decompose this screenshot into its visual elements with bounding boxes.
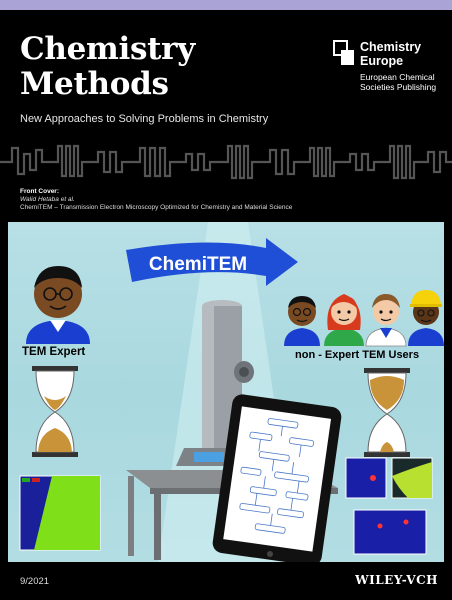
logo-subtext-line1: European Chemical [360, 72, 435, 82]
front-cover-authors: Walid Hetaba et al. [20, 196, 75, 203]
journal-title-line2: Methods [20, 66, 169, 102]
cover-header [0, 10, 452, 136]
artwork-illustration [8, 222, 444, 562]
logo-name [360, 40, 421, 68]
journal-title-line1: Chemistry [20, 31, 195, 67]
logo-subtext-line2: Societies Publishing [360, 82, 437, 92]
user-avatar-1 [284, 296, 320, 346]
user-avatar-3 [366, 294, 406, 346]
chemistry-europe-logo-icon [333, 40, 355, 66]
chemistry-europe-logo [333, 40, 445, 94]
front-cover-label: Front Cover: [20, 188, 59, 195]
chemitem-banner-text: ChemiTEM [148, 254, 248, 275]
hourglass-expert-icon [32, 366, 78, 457]
non-expert-users-label: non - Expert TEM Users [295, 349, 420, 361]
signal-wave-decoration [0, 140, 452, 184]
user-avatar-4 [408, 290, 444, 346]
cover-artwork [8, 222, 444, 562]
non-expert-users-avatars [284, 290, 444, 346]
journal-subtitle: New Approaches to Solving Problems in Chemistry [20, 113, 269, 125]
front-cover-credit [20, 188, 292, 212]
logo-subtext [360, 72, 436, 92]
front-cover-article-title: ChemiTEM – Transmission Electron Microscopy Optimized for Chemistry and Material Science [20, 204, 293, 211]
tablet-device [211, 393, 342, 562]
user-avatar-2 [324, 294, 364, 346]
micrograph-right-3 [354, 510, 426, 554]
cover-footer [0, 562, 452, 600]
issue-number: 9/2021 [20, 576, 50, 587]
tem-expert-label: TEM Expert [22, 346, 86, 358]
logo-name-line1: Chemistry [360, 40, 422, 54]
hourglass-users-icon [364, 368, 410, 457]
micrograph-left [20, 476, 100, 550]
tem-expert-avatar [26, 266, 90, 344]
journal-title [20, 32, 195, 102]
publisher-name: WILEY-VCH [355, 573, 438, 587]
micrograph-right-2 [392, 458, 432, 498]
top-accent-bar [0, 0, 452, 10]
micrograph-right-1 [346, 458, 386, 498]
logo-name-line2: Europe [360, 54, 404, 68]
